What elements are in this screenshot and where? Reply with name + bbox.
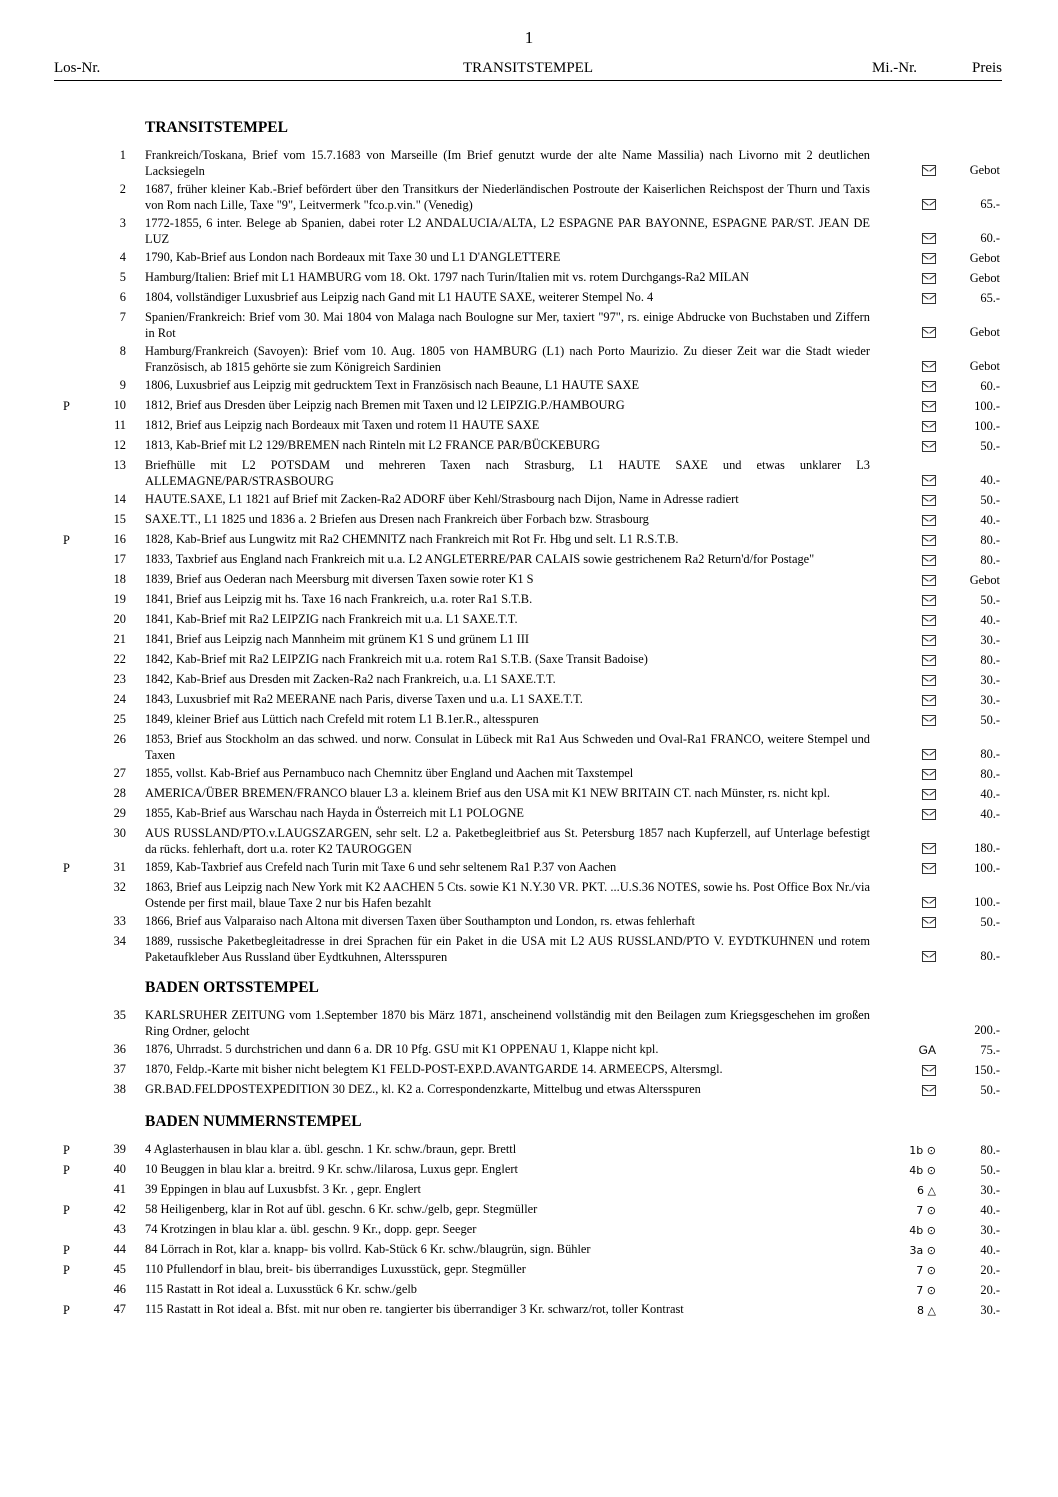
lot-description: 84 Lörrach in Rot, klar a. knapp- bis vollrd. Kab-Stück 6 Kr. schw./blaugrün, sign. Bühler: [145, 1242, 591, 1256]
lot-description: 1772-1855, 6 inter. Belege ab Spanien, dabei roter L2 ANDALUCIA/ALTA, L2 ESPAGNE PAR BAYONNE, ESPAGNE PAR/ST. JEAN DE LUZ: [145, 216, 870, 246]
lot-row: [0, 692, 1058, 712]
envelope-icon: [922, 843, 936, 854]
lot-row: [0, 398, 1058, 418]
lot-price: 200.-: [974, 1022, 1000, 1037]
lot-row: [0, 672, 1058, 692]
envelope-icon: [922, 749, 936, 760]
header-mi-nr: Mi.-Nr.: [872, 60, 917, 76]
lot-number: 6: [119, 290, 126, 304]
lot-price: 80.-: [980, 652, 1000, 667]
envelope-icon: [922, 165, 936, 176]
envelope-icon: [922, 655, 936, 666]
lot-number: 34: [113, 934, 126, 948]
lot-row: [0, 418, 1058, 438]
envelope-icon: [922, 555, 936, 566]
lot-description: 1841, Brief aus Leipzig nach Mannheim mit grünem K1 S und grünem L1 III: [145, 632, 530, 646]
lot-row: [0, 914, 1058, 934]
envelope-icon: [922, 515, 936, 526]
lot-catalog-number: 7 ⊙: [916, 1203, 936, 1217]
lot-number: 19: [113, 592, 126, 606]
envelope-icon: [880, 1063, 936, 1079]
lot-description: 1853, Brief aus Stockholm an das schwed. und norw. Consulat in Lübeck mit Ra1 Aus Schweden und Oval-Ra1 FRANCO, weitere Stempel und Taxen: [145, 732, 870, 762]
lot-price: 20.-: [980, 1262, 1000, 1277]
lot-description: SAXE.TT., L1 1825 und 1836 a. 2 Briefen aus Dresen nach Frankreich über Forbach bzw. Strasbourg: [145, 512, 649, 526]
lot-description: Frankreich/Toskana, Brief vom 15.7.1683 von Marseille (Im Brief genutzt wurde der alte Name Massilia) nach Livorno mit 2 deutlichen Lacksiegeln: [145, 148, 870, 178]
lot-list: [0, 108, 1058, 1322]
lot-description: 1804, vollständiger Luxusbrief aus Leipzig nach Gand mit L1 HAUTE SAXE, weiterer Stempel No. 4: [145, 290, 654, 304]
envelope-icon: [880, 325, 936, 341]
lot-row: [0, 310, 1058, 344]
lot-number: 43: [113, 1222, 126, 1236]
lot-number: 39: [113, 1142, 126, 1156]
lot-price: Gebot: [969, 270, 1000, 285]
envelope-icon: [880, 767, 936, 783]
envelope-icon: [922, 361, 936, 372]
lot-number: 44: [113, 1242, 126, 1256]
lot-description: KARLSRUHER ZEITUNG vom 1.September 1870 bis März 1871, anscheinend vollständig mit den Beilagen zum Kriegsgeschehen im großen Ring Ordner, gelocht: [145, 1008, 870, 1038]
lot-row: [0, 592, 1058, 612]
lot-number: 47: [113, 1302, 126, 1316]
lot-description: 115 Rastatt in Rot ideal a. Luxusstück 6 Kr. schw./gelb: [145, 1282, 417, 1296]
lot-price: 75.-: [980, 1042, 1000, 1057]
envelope-icon: [880, 613, 936, 629]
lot-description: 1828, Kab-Brief aus Lungwitz mit Ra2 CHEMNITZ nach Frankreich mit Rot Fr. Hbg und selt. L1 R.S.T.B.: [145, 532, 679, 546]
lot-price: 30.-: [980, 632, 1000, 647]
lot-flag: P: [63, 532, 70, 547]
lot-description: 1812, Brief aus Dresden über Leipzig nach Bremen mit Taxen und l2 LEIPZIG.P./HAMBOURG: [145, 398, 625, 412]
lot-number: 13: [113, 458, 126, 472]
lot-number: 30: [113, 826, 126, 840]
lot-number: 2: [119, 182, 126, 196]
envelope-icon: [880, 291, 936, 307]
envelope-icon: [922, 233, 936, 244]
lot-row: [0, 1302, 1058, 1322]
lot-price: 30.-: [980, 1182, 1000, 1197]
lot-row: [0, 1042, 1058, 1062]
lot-description: 1866, Brief aus Valparaiso nach Altona mit diversen Taxen über Southampton und London, rs. etwas fehlerhaft: [145, 914, 695, 928]
lot-price: 60.-: [980, 378, 1000, 393]
lot-price: 40.-: [980, 806, 1000, 821]
lot-row: [0, 378, 1058, 398]
envelope-icon: [922, 535, 936, 546]
lot-number: 41: [113, 1182, 126, 1196]
lot-description: Spanien/Frankreich: Brief vom 30. Mai 1804 von Malaga nach Boulogne sur Mer, taxiert "97", rs. einige Abdrucke von Buchstaben und Ziffern in Rot: [145, 310, 870, 340]
lot-number: 3: [119, 216, 126, 230]
lot-price: 80.-: [980, 532, 1000, 547]
lot-description: 1849, kleiner Brief aus Lüttich nach Crefeld mit rotem L1 B.1er.R., altesspuren: [145, 712, 539, 726]
lot-number: 36: [113, 1042, 126, 1056]
lot-row: [0, 290, 1058, 310]
lot-number: 7: [119, 310, 126, 324]
lot-number: 10: [113, 398, 126, 412]
lot-row: [0, 492, 1058, 512]
lot-description: 115 Rastatt in Rot ideal a. Bfst. mit nur oben re. tangierter bis überrandiger 3 Kr. schwarz/rot, toller Kontrast: [145, 1302, 684, 1316]
envelope-icon: [922, 293, 936, 304]
envelope-icon: [880, 197, 936, 213]
lot-description: Hamburg/Frankreich (Savoyen): Brief vom 10. Aug. 1805 von HAMBURG (L1) nach Porto Maurizio. Zu dieser Zeit war die Stadt wieder Französisch, ab 1815 gehörte sie zum Königreich Sardinien: [145, 344, 870, 374]
lot-description: 1833, Taxbrief aus England nach Frankreich mit u.a. L2 ANGLETERRE/PAR CALAIS sowie gestrichenem Ra2 Return'd/for Postage": [145, 552, 815, 566]
lot-description: 1876, Uhrradst. 5 durchstrichen und dann 6 a. DR 10 Pfg. GSU mit K1 OPPENAU 1, Klappe nicht kpl.: [145, 1042, 659, 1056]
lot-number: 12: [113, 438, 126, 452]
lot-description: 58 Heiligenberg, klar in Rot auf übl. geschn. 6 Kr. schw./gelb, gepr. Stegmüller: [145, 1202, 538, 1216]
lot-price: 80.-: [980, 766, 1000, 781]
envelope-icon: [922, 381, 936, 392]
envelope-icon: [922, 809, 936, 820]
lot-description: 1843, Luxusbrief mit Ra2 MEERANE nach Paris, diverse Taxen und u.a. L1 SAXE.T.T.: [145, 692, 583, 706]
lot-description: 1889, russische Paketbegleitadresse in drei Sprachen für ein Paket in die USA mit L2 AUS RUSSLAND/PTO V. EYDTKUHNEN und rotem Paketaufkleber Aus Russland über Eydtkuhnen, Altersspuren: [145, 934, 870, 964]
lot-description: AMERICA/ÜBER BREMEN/FRANCO blauer L3 a. kleinem Brief aus den USA mit K1 NEW BRITAIN CT. nach Münster, rs. nicht kpl.: [145, 786, 830, 800]
lot-row: [0, 438, 1058, 458]
lot-description: 1812, Brief aus Leipzig nach Bordeaux mit Taxen und rotem l1 HAUTE SAXE: [145, 418, 540, 432]
envelope-icon: [922, 695, 936, 706]
lot-price: Gebot: [969, 250, 1000, 265]
lot-price: 50.-: [980, 438, 1000, 453]
envelope-icon: [922, 495, 936, 506]
envelope-icon: [922, 475, 936, 486]
section: [0, 968, 1058, 1102]
header-los-nr: Los-Nr.: [54, 60, 101, 76]
lot-number: 31: [113, 860, 126, 874]
lot-price: 40.-: [980, 786, 1000, 801]
envelope-icon: [922, 401, 936, 412]
lot-price: Gebot: [969, 358, 1000, 373]
page-number: 1: [524, 28, 534, 47]
lot-description: 110 Pfullendorf in blau, breit- bis überrandiges Luxusstück, gepr. Stegmüller: [145, 1262, 526, 1276]
lot-description: 1863, Brief aus Leipzig nach New York mit K2 AACHEN 5 Cts. sowie K1 N.Y.30 VR. PKT. ...U.S.36 NOTES, sowie hs. Post Office Box Nr./via Ostende per first mail, blaue Taxe 2 nur bis Hafen bezahlt: [145, 880, 870, 910]
lot-number: 42: [113, 1202, 126, 1216]
envelope-icon: [922, 615, 936, 626]
lot-catalog-number: 7 ⊙: [916, 1263, 936, 1277]
lot-price: 65.-: [980, 290, 1000, 305]
lot-row: [0, 148, 1058, 182]
envelope-icon: [922, 715, 936, 726]
lot-number: 11: [114, 418, 126, 432]
lot-price: 60.-: [980, 230, 1000, 245]
envelope-icon: [922, 951, 936, 962]
lot-price: 50.-: [980, 914, 1000, 929]
envelope-icon: [880, 713, 936, 729]
lot-price: 40.-: [980, 1242, 1000, 1257]
lot-price: 50.-: [980, 492, 1000, 507]
lot-number: 28: [113, 786, 126, 800]
lot-number: 35: [113, 1008, 126, 1022]
envelope-icon: [922, 273, 936, 284]
lot-description: AUS RUSSLAND/PTO.v.LAUGSZARGEN, sehr selt. L2 a. Paketbegleitbrief aus St. Petersburg 1857 nach Kupferzell, auf Unterlage befestigt da rücks. fehlerhaft, dort u.a. roter K2 TAUROGGEN: [145, 826, 870, 856]
envelope-icon: [922, 769, 936, 780]
envelope-icon: [880, 163, 936, 179]
lot-price: Gebot: [969, 324, 1000, 339]
lot-row: [0, 1008, 1058, 1042]
envelope-icon: [922, 917, 936, 928]
envelope-icon: [880, 359, 936, 375]
lot-description: 1842, Kab-Brief mit Ra2 LEIPZIG nach Frankreich mit u.a. rotem Ra1 S.T.B. (Saxe Transit Badoise): [145, 652, 648, 666]
lot-price: 40.-: [980, 1202, 1000, 1217]
lot-price: 65.-: [980, 196, 1000, 211]
envelope-icon: [922, 1065, 936, 1076]
envelope-icon: [880, 653, 936, 669]
lot-flag: P: [63, 1242, 70, 1257]
header-rule: [54, 80, 1002, 81]
section-title: TRANSITSTEMPEL: [145, 119, 288, 136]
section: [0, 1102, 1058, 1322]
lot-row: [0, 934, 1058, 968]
lot-row: [0, 1142, 1058, 1162]
lot-number: 24: [113, 692, 126, 706]
lot-number: 45: [113, 1262, 126, 1276]
envelope-icon: [880, 895, 936, 911]
section: [0, 108, 1058, 968]
lot-description: 74 Krotzingen in blau klar a. übl. geschn. 9 Kr., dopp. gepr. Seeger: [145, 1222, 477, 1236]
lot-description: 1813, Kab-Brief mit L2 129/BREMEN nach Rinteln mit L2 FRANCE PAR/BÜCKEBURG: [145, 438, 600, 452]
lot-catalog-number: 3a ⊙: [909, 1243, 936, 1257]
lot-price: 150.-: [974, 1062, 1000, 1077]
lot-description: 1855, vollst. Kab-Brief aus Pernambuco nach Chemnitz über England und Aachen mit Taxstempel: [145, 766, 634, 780]
lot-description: 1839, Brief aus Oederan nach Meersburg mit diversen Taxen sowie roter K1 S: [145, 572, 534, 586]
envelope-icon: [880, 231, 936, 247]
envelope-icon: [880, 271, 936, 287]
lot-row: [0, 1282, 1058, 1302]
envelope-icon: [922, 595, 936, 606]
lot-price: 180.-: [974, 840, 1000, 855]
lot-row: [0, 216, 1058, 250]
lot-row: [0, 344, 1058, 378]
lot-price: 80.-: [980, 552, 1000, 567]
lot-description: 1790, Kab-Brief aus London nach Bordeaux mit Taxe 30 und L1 D'ANGLETTERE: [145, 250, 561, 264]
lot-number: 46: [113, 1282, 126, 1296]
envelope-icon: [880, 807, 936, 823]
lot-condition: GA: [918, 1042, 936, 1057]
envelope-icon: [922, 421, 936, 432]
lot-row: [0, 270, 1058, 290]
lot-description: 1806, Luxusbrief aus Leipzig mit gedrucktem Text in Französisch nach Beaune, L1 HAUTE SAXE: [145, 378, 640, 392]
lot-catalog-number: 4b ⊙: [909, 1223, 936, 1237]
envelope-icon: [880, 379, 936, 395]
lot-price: 40.-: [980, 512, 1000, 527]
lot-price: 50.-: [980, 712, 1000, 727]
lot-row: [0, 1242, 1058, 1262]
envelope-icon: [922, 1085, 936, 1096]
lot-price: 50.-: [980, 592, 1000, 607]
lot-price: 30.-: [980, 672, 1000, 687]
lot-number: 26: [113, 732, 126, 746]
envelope-icon: [922, 675, 936, 686]
lot-number: 25: [113, 712, 126, 726]
envelope-icon: [880, 787, 936, 803]
lot-row: [0, 632, 1058, 652]
lot-description: 1870, Feldp.-Karte mit bisher nicht belegtem K1 FELD-POST-EXP.D.AVANTGARDE 14. ARMEECPS, Altersmgl.: [145, 1062, 723, 1076]
lot-number: 22: [113, 652, 126, 666]
lot-row: [0, 612, 1058, 632]
envelope-icon: [880, 949, 936, 965]
lot-number: 9: [119, 378, 126, 392]
envelope-icon: [880, 399, 936, 415]
lot-row: [0, 552, 1058, 572]
lot-price: 40.-: [980, 612, 1000, 627]
lot-description: GR.BAD.FELDPOSTEXPEDITION 30 DEZ., kl. K2 a. Correspondenzkarte, Mittelbug und etwas Altersspuren: [145, 1082, 701, 1096]
envelope-icon: [922, 327, 936, 338]
envelope-icon: [922, 635, 936, 646]
envelope-icon: [922, 253, 936, 264]
lot-row: [0, 1222, 1058, 1242]
lot-row: [0, 732, 1058, 766]
envelope-icon: [880, 633, 936, 649]
lot-flag: P: [63, 398, 70, 413]
envelope-icon: [880, 251, 936, 267]
lot-description: 1855, Kab-Brief aus Warschau nach Hayda in Österreich mit L1 POLOGNE: [145, 806, 524, 820]
envelope-icon: [880, 747, 936, 763]
lot-number: 33: [113, 914, 126, 928]
envelope-icon: [880, 553, 936, 569]
envelope-icon: [922, 863, 936, 874]
lot-row: [0, 458, 1058, 492]
lot-number: 8: [119, 344, 126, 358]
lot-price: 30.-: [980, 692, 1000, 707]
lot-catalog-number: 4b ⊙: [909, 1163, 936, 1177]
lot-row: [0, 1262, 1058, 1282]
lot-price: 50.-: [980, 1162, 1000, 1177]
lot-description: 1842, Kab-Brief aus Dresden mit Zacken-Ra2 nach Frankreich, u.a. L1 SAXE.T.T.: [145, 672, 556, 686]
section-title: BADEN ORTSSTEMPEL: [145, 979, 319, 996]
lot-flag: P: [63, 1202, 70, 1217]
lot-number: 14: [113, 492, 126, 506]
lot-row: [0, 532, 1058, 552]
lot-row: [0, 1202, 1058, 1222]
lot-price: 100.-: [974, 398, 1000, 413]
lot-number: 37: [113, 1062, 126, 1076]
lot-number: 16: [113, 532, 126, 546]
envelope-icon: [880, 493, 936, 509]
lot-catalog-number: 6 △: [917, 1183, 936, 1197]
lot-description: 39 Eppingen in blau auf Luxusbfst. 3 Kr. , gepr. Englert: [145, 1182, 421, 1196]
lot-number: 18: [113, 572, 126, 586]
lot-price: 50.-: [980, 1082, 1000, 1097]
lot-catalog-number: 1b ⊙: [909, 1143, 936, 1157]
lot-catalog-number: 7 ⊙: [916, 1283, 936, 1297]
lot-description: 1841, Brief aus Leipzig mit hs. Taxe 16 nach Frankreich, u.a. roter Ra1 S.T.B.: [145, 592, 533, 606]
envelope-icon: [922, 575, 936, 586]
lot-price: 80.-: [980, 1142, 1000, 1157]
lot-description: Hamburg/Italien: Brief mit L1 HAMBURG vom 18. Okt. 1797 nach Turin/Italien mit vs. rotem Durchgangs-Ra2 MILAN: [145, 270, 750, 284]
lot-price: 80.-: [980, 948, 1000, 963]
lot-price: 100.-: [974, 894, 1000, 909]
lot-row: [0, 860, 1058, 880]
lot-description: HAUTE.SAXE, L1 1821 auf Brief mit Zacken-Ra2 ADORF über Kehl/Strasbourg nach Dijon, Name in Adresse radiert: [145, 492, 739, 506]
lot-flag: P: [63, 1162, 70, 1177]
envelope-icon: [880, 841, 936, 857]
envelope-icon: [880, 439, 936, 455]
lot-number: 15: [113, 512, 126, 526]
envelope-icon: [922, 897, 936, 908]
lot-price: 100.-: [974, 860, 1000, 875]
lot-flag: P: [63, 860, 70, 875]
lot-description: Briefhülle mit L2 POTSDAM und mehreren Taxen nach Strasburg, L1 HAUTE SAXE und etwas unklarer L3 ALLEMAGNE/PAR/STRASBOURG: [145, 458, 870, 488]
lot-row: [0, 826, 1058, 860]
lot-description: 10 Beuggen in blau klar a. breitrd. 9 Kr. schw./lilarosa, Luxus gepr. Englert: [145, 1162, 518, 1176]
lot-number: 5: [119, 270, 126, 284]
lot-price: 40.-: [980, 472, 1000, 487]
lot-number: 29: [113, 806, 126, 820]
section-title: BADEN NUMMERNSTEMPEL: [145, 1113, 362, 1130]
envelope-icon: [880, 593, 936, 609]
envelope-icon: [880, 861, 936, 877]
lot-row: [0, 1082, 1058, 1102]
envelope-icon: [880, 915, 936, 931]
lot-row: [0, 1182, 1058, 1202]
envelope-icon: [880, 419, 936, 435]
lot-description: 1859, Kab-Taxbrief aus Crefeld nach Turin mit Taxe 6 und sehr seltenem Ra1 P.37 von Aachen: [145, 860, 617, 874]
lot-price: 20.-: [980, 1282, 1000, 1297]
envelope-icon: [922, 199, 936, 210]
lot-description: 1687, früher kleiner Kab.-Brief befördert über den Transitkurs der Niederländischen Postroute der Kaiserlichen Reichspost der Thurn und Taxis von Rom nach Lille, Taxe "9", Leitvermerk "fco.p.vin." (Venedig): [145, 182, 870, 212]
lot-row: [0, 806, 1058, 826]
lot-row: [0, 766, 1058, 786]
lot-number: 23: [113, 672, 126, 686]
lot-row: [0, 512, 1058, 532]
lot-catalog-number: 8 △: [917, 1303, 936, 1317]
lot-number: 20: [113, 612, 126, 626]
envelope-icon: [922, 441, 936, 452]
lot-price: Gebot: [969, 572, 1000, 587]
lot-number: 1: [119, 148, 126, 162]
header-title: TRANSITSTEMPEL: [462, 60, 593, 76]
lot-price: 80.-: [980, 746, 1000, 761]
lot-row: [0, 712, 1058, 732]
lot-price: Gebot: [969, 162, 1000, 177]
lot-row: [0, 1062, 1058, 1082]
lot-price: 30.-: [980, 1222, 1000, 1237]
lot-row: [0, 880, 1058, 914]
column-header: [54, 60, 1002, 82]
lot-row: [0, 182, 1058, 216]
lot-number: 32: [113, 880, 126, 894]
header-preis: Preis: [972, 60, 1002, 76]
lot-number: 27: [113, 766, 126, 780]
lot-row: [0, 652, 1058, 672]
lot-row: [0, 250, 1058, 270]
lot-row: [0, 1162, 1058, 1182]
lot-row: [0, 786, 1058, 806]
lot-number: 40: [113, 1162, 126, 1176]
lot-description: 4 Aglasterhausen in blau klar a. übl. geschn. 1 Kr. schw./braun, gepr. Brettl: [145, 1142, 517, 1156]
envelope-icon: [880, 473, 936, 489]
envelope-icon: [880, 573, 936, 589]
lot-flag: P: [63, 1302, 70, 1317]
lot-number: 38: [113, 1082, 126, 1096]
envelope-icon: [880, 1083, 936, 1099]
lot-flag: P: [63, 1142, 70, 1157]
lot-row: [0, 572, 1058, 592]
envelope-icon: [880, 513, 936, 529]
envelope-icon: [880, 693, 936, 709]
lot-price: 30.-: [980, 1302, 1000, 1317]
lot-number: 21: [113, 632, 126, 646]
envelope-icon: [880, 673, 936, 689]
lot-description: 1841, Kab-Brief mit Ra2 LEIPZIG nach Frankreich mit u.a. L1 SAXE.T.T.: [145, 612, 518, 626]
envelope-icon: [880, 533, 936, 549]
envelope-icon: [922, 789, 936, 800]
lot-number: 17: [113, 552, 126, 566]
lot-price: 100.-: [974, 418, 1000, 433]
lot-flag: P: [63, 1262, 70, 1277]
lot-number: 4: [119, 250, 126, 264]
